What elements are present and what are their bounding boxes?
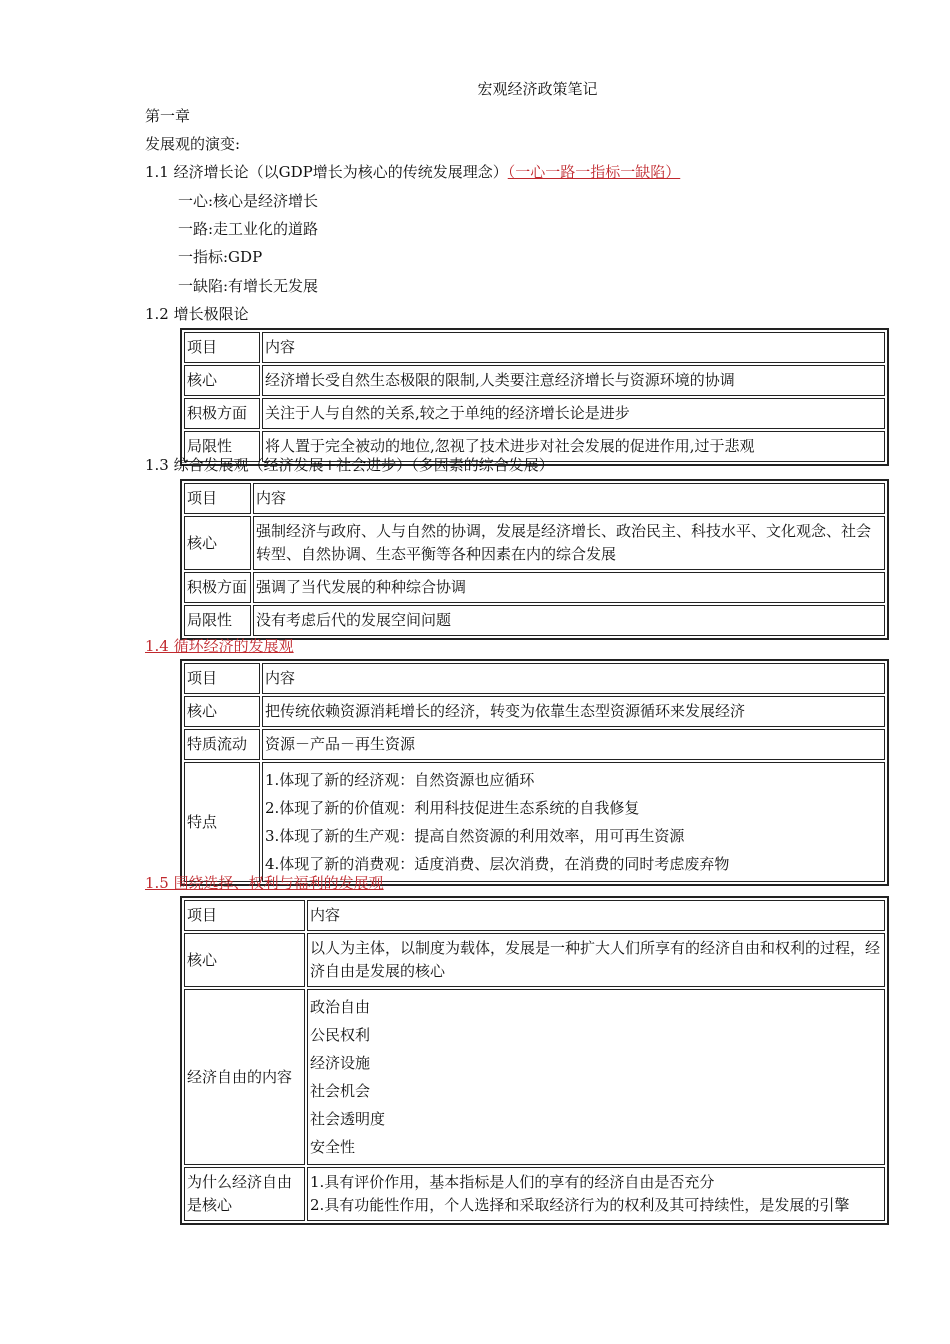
list-item: 公民权利: [310, 1026, 371, 1044]
table-cell: 强制经济与政府、人与自然的协调，发展是经济增长、政治民主、科技水平、文化观念、社会转型、自然协调、生态平衡等各种因素在内的综合发展: [253, 516, 885, 570]
section-1-3-heading: 1.3 综合发展观（经济发展+社会进步）（多因素的综合发展）: [145, 456, 554, 474]
section-1-1-title: 1.1 经济增长论（以GDP增长为核心的传统发展理念）: [145, 163, 508, 181]
table-row: [184, 605, 885, 636]
table-cell: 内容: [262, 332, 885, 363]
list-item: 2.体现了新的价值观：利用科技促进生态系统的自我修复: [265, 799, 640, 817]
table-cell: 内容: [253, 483, 885, 514]
table-cell: 内容: [262, 663, 885, 694]
table-cell: 核心: [184, 365, 260, 396]
table-cell: 特质流动: [184, 729, 260, 760]
table-row: [184, 572, 885, 603]
list-item: 2.具有功能性作用，个人选择和采取经济行为的权利及其可持续性，是发展的引擎: [310, 1196, 850, 1214]
section-1-5-table: [180, 896, 889, 1225]
section-1-1-note: （一心一路一指标一缺陷）: [507, 163, 681, 181]
table-row: [184, 933, 885, 987]
section-1-4-table: [180, 659, 889, 886]
table-row: [184, 900, 885, 931]
table-cell: 特点: [184, 762, 260, 882]
table-cell: 没有考虑后代的发展空间问题: [253, 605, 885, 636]
table-row: [184, 989, 885, 1165]
list-item: 4.体现了新的消费观：适度消费、层次消费，在消费的同时考虑废弃物: [265, 855, 730, 873]
table-cell: [262, 762, 885, 882]
list-item: 政治自由: [310, 998, 371, 1016]
table-row: [184, 1167, 885, 1221]
chapter-heading: 第一章: [145, 107, 191, 125]
list-item: 3.体现了新的生产观：提高自然资源的利用效率，用可再生资源: [265, 827, 685, 845]
table-cell: 项目: [184, 900, 305, 931]
table-cell: 核心: [184, 696, 260, 727]
document-title: 宏观经济政策笔记: [477, 80, 598, 98]
list-item: 社会机会: [310, 1082, 371, 1100]
intro-text: 发展观的演变:: [145, 135, 241, 153]
section-1-1-heading: [145, 162, 680, 182]
table-cell: 把传统依赖资源消耗增长的经济，转变为依靠生态型资源循环来发展经济: [262, 696, 885, 727]
table-cell: 项目: [184, 483, 251, 514]
table-cell: 以人为主体，以制度为载体，发展是一种扩大人们所享有的经济自由和权利的过程，经济自由是发展的核心: [307, 933, 885, 987]
section-1-2-heading: 1.2 增长极限论: [145, 305, 249, 323]
section-1-4-heading: 1.4 循环经济的发展观: [145, 637, 294, 655]
table-cell: [307, 989, 885, 1165]
table-row: [184, 762, 885, 882]
table-cell: 局限性: [184, 605, 251, 636]
table-cell: 项目: [184, 663, 260, 694]
list-item: 1.具有评价作用，基本指标是人们的享有的经济自由是否充分: [310, 1173, 715, 1191]
table-cell: [307, 1167, 885, 1221]
point-item: 一缺陷:有增长无发展: [178, 277, 319, 295]
table-cell: 资源－产品－再生资源: [262, 729, 885, 760]
table-cell: 关注于人与自然的关系,较之于单纯的经济增长论是进步: [262, 398, 885, 429]
table-row: [184, 398, 885, 429]
table-cell: 积极方面: [184, 398, 260, 429]
table-cell: 项目: [184, 332, 260, 363]
table-cell: 核心: [184, 516, 251, 570]
table-cell: 局限性: [184, 431, 260, 462]
list-item: 安全性: [310, 1138, 356, 1156]
section-1-5-heading: 1.5 围绕选择、权利与福利的发展观: [145, 874, 384, 892]
point-item: 一心:核心是经济增长: [178, 192, 319, 210]
table-row: [184, 663, 885, 694]
table-row: [184, 729, 885, 760]
table-row: [184, 516, 885, 570]
list-item: 1.体现了新的经济观：自然资源也应循环: [265, 771, 535, 789]
table-cell: 为什么经济自由是核心: [184, 1167, 305, 1221]
table-cell: 积极方面: [184, 572, 251, 603]
table-row: [184, 696, 885, 727]
table-row: [184, 365, 885, 396]
table-cell: 经济自由的内容: [184, 989, 305, 1165]
point-item: 一指标:GDP: [178, 248, 263, 266]
table-cell: 内容: [307, 900, 885, 931]
table-cell: 将人置于完全被动的地位,忽视了技术进步对社会发展的促进作用,过于悲观: [262, 431, 885, 462]
list-item: 社会透明度: [310, 1110, 386, 1128]
section-1-3-table: [180, 479, 889, 640]
section-1-2-table: [180, 328, 889, 466]
table-row: [184, 332, 885, 363]
table-cell: 核心: [184, 933, 305, 987]
point-item: 一路:走工业化的道路: [178, 220, 319, 238]
table-cell: 强调了当代发展的种种综合协调: [253, 572, 885, 603]
table-cell: 经济增长受自然生态极限的限制,人类要注意经济增长与资源环境的协调: [262, 365, 885, 396]
list-item: 经济设施: [310, 1054, 371, 1072]
table-row: [184, 483, 885, 514]
